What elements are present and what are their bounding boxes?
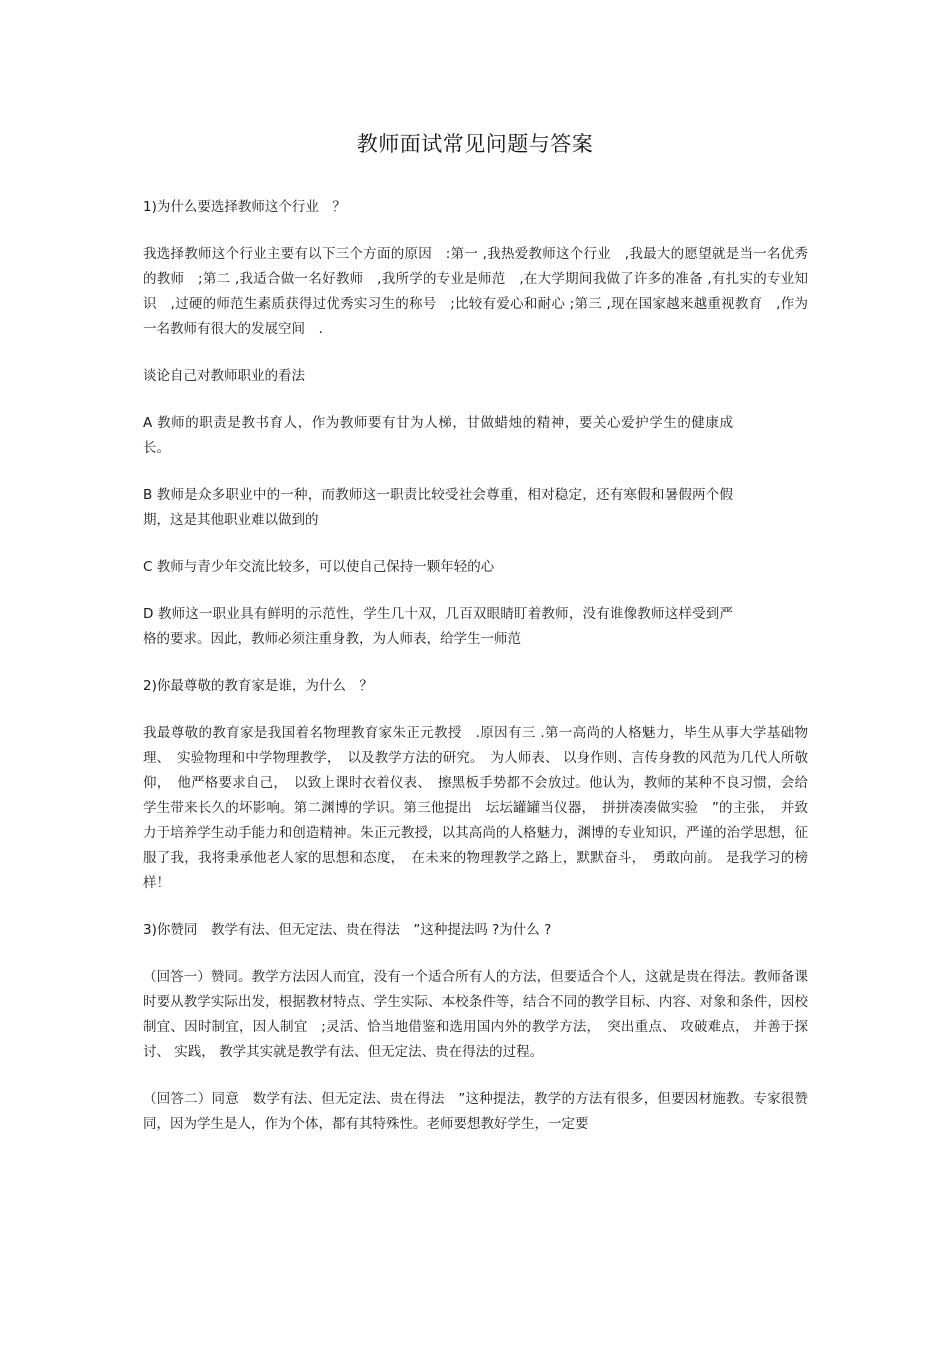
views-heading: 谈论自己对教师职业的看法 [143,368,305,384]
view-b: B 教师是众多职业中的一种，而教师这一职责比较受社会尊重，相对稳定，还有寒假和暑假两个假期，这是其他职业难以做到的 [143,487,733,528]
view-d: D 教师这一职业具有鲜明的示范性，学生几十双，几百双眼睛盯着教师，没有谁像教师这样受到严格的要求。因此，教师必须注重身教，为人师表，给学生一师范 [143,606,733,647]
question-2: 2)你最尊敬的教育家是谁，为什么 ？ [143,678,373,694]
view-c: C 教师与青少年交流比较多，可以使自己保持一颗年轻的心 [143,559,495,575]
answer-1: 我选择教师这个行业主要有以下三个方面的原因 :第一 ,我热爱教师这个行业 ,我最大的愿望就是当一名优秀的教师 ;第二 ,我适合做一名好教师 ,我所学的专业是师范 ,在大学期间我做了许多的准备 ,有扎实的专业知识 ,过硬的师范生素质获得过优秀实习生的称号 ;比较有爱心和耐心 ;第三 ,现在国家越来越重视教育 ,作为一名教师有很大的发展空间 . [143,246,808,337]
question-1: 1)为什么要选择教师这个行业 ？ [143,199,346,215]
page-title: 教师面试常见问题与答案 [356,132,594,156]
answer-3a: （回答一）赞同。教学方法因人而宜，没有一个适合所有人的方法，但要适合个人，这就是贵在得法。教师备课时要从教学实际出发，根据教材特点、学生实际、本校条件等，结合不同的教学目标、内容、对象和条件，因校制宜、因时制宜，因人制宜 ;灵活、恰当地借鉴和选用国内外的教学方法， 突出重点、 攻破难点， 并善于探讨、 实践， 教学其实就是教学有法、但无定法、贵在得法的过程。 [143,969,808,1060]
document-body [143,195,808,1159]
answer-2: 我最尊敬的教育家是我国着名物理教育家朱正元教授 .原因有三 .第一高尚的人格魅力，毕生从事大学基础物理、 实验物理和中学物理教学， 以及教学方法的研究。 为人师表、 以身作则、言传身教的风范为几代人所敬仰， 他严格要求自己， 以致上课时衣着仪表、 擦黑板手势都不会放过。他认为，教师的某种不良习惯，会给学生带来长久的坏影响。第二渊博的学识。第三他提出 坛坛罐罐当仪器， 拼拼凑凑做实验 ”的主张， 并致力于培养学生动手能力和创造精神。朱正元教授，以其高尚的人格魅力，渊博的专业知识，严谨的治学思想，征服了我，我将秉承他老人家的思想和态度， 在未来的物理教学之路上，默默奋斗， 勇敢向前。 是我学习的榜样！ [143,725,808,891]
question-3: 3)你赞同 教学有法、但无定法、贵在得法 ”这种提法吗 ?为什么 ? [143,922,552,938]
view-a: A 教师的职责是教书育人，作为教师要有甘为人梯，甘做蜡烛的精神，要关心爱护学生的健康成长。 [143,415,733,456]
answer-3b: （回答二）同意 数学有法、但无定法、贵在得法 ”这种提法，教学的方法有很多，但要因材施教。专家很赞同，因为学生是人，作为个体，都有其特殊性。老师要想教好学生，一定要 [143,1091,808,1132]
